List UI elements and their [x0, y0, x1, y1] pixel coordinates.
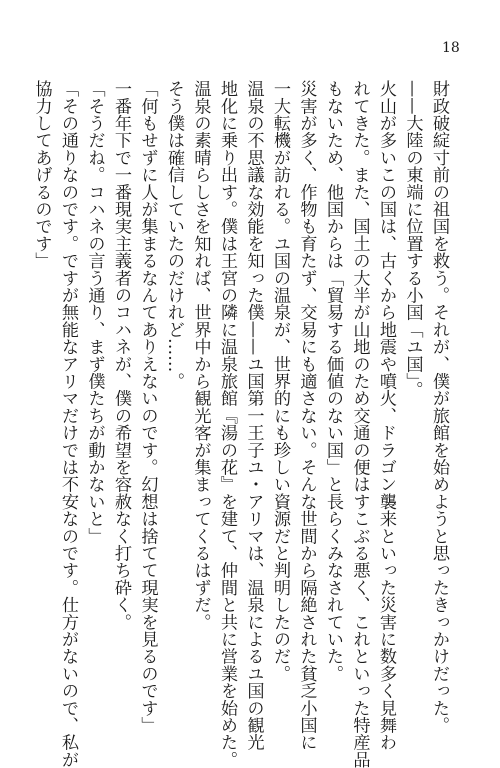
text-line: 温泉の素晴らしさを知れば、世界中から観光客が集まってくるはずだ。: [190, 80, 211, 631]
text-line: 「何もせずに人が集まるなんてありえないのです。幻想は捨てて現実を見るのです」: [137, 80, 158, 734]
body-text: [28, 80, 452, 768]
text-line: 協力してあげるのです」: [31, 80, 52, 270]
text-line: 災害が多く、作物も育たず、交易にも適さない。そんな世間から隔絶された貧乏小国に: [296, 80, 317, 751]
text-line: ——大陸の東端に位置する小国「ユ国」。: [402, 80, 423, 399]
text-line: 地化に乗り出す。僕は王宮の隣に温泉旅館『湯の花』を建て、仲間と共に営業を始めた。: [217, 80, 237, 768]
text-line: 一番年下で一番現実主義者のコハネが、僕の希望を容赦なく打ち砕く。: [111, 80, 131, 631]
text-line: 温泉の不思議な効能を知った僕——ユ国第一王子ユ・アリマは、温泉によるユ国の観光: [243, 80, 264, 751]
text-line: れてきた。また、国土の大半が山地のため交通の便はすこぶる悪く、これといった特産品: [349, 80, 370, 768]
text-line: 「その通りなのです。ですが無能なアリマだけでは不安なのです。仕方がないので、私が: [58, 80, 78, 768]
text-line: 一大転機が訪れる。ユ国の温泉が、世界的にも珍しい資源だと判明したのだ。: [270, 80, 290, 682]
page-number: 18: [442, 40, 460, 56]
text-line: もないため、他国からは「貿易する価値のない国」と長らくみなされていた。: [323, 80, 343, 682]
text-line: 火山が多いこの国は、古くから地震や噴火、ドラゴン襲来といった災害に数多く見舞わ: [376, 80, 396, 751]
text-line: 「そうだね。コハネの言う通り、まず僕たちが動かないと」: [84, 80, 105, 545]
text-line: 財政破綻寸前の祖国を救う。それが、僕が旅館を始めようと思ったきっかけだった。: [429, 80, 449, 734]
text-line: そう僕は確信していたのだけれど……。: [164, 80, 184, 390]
